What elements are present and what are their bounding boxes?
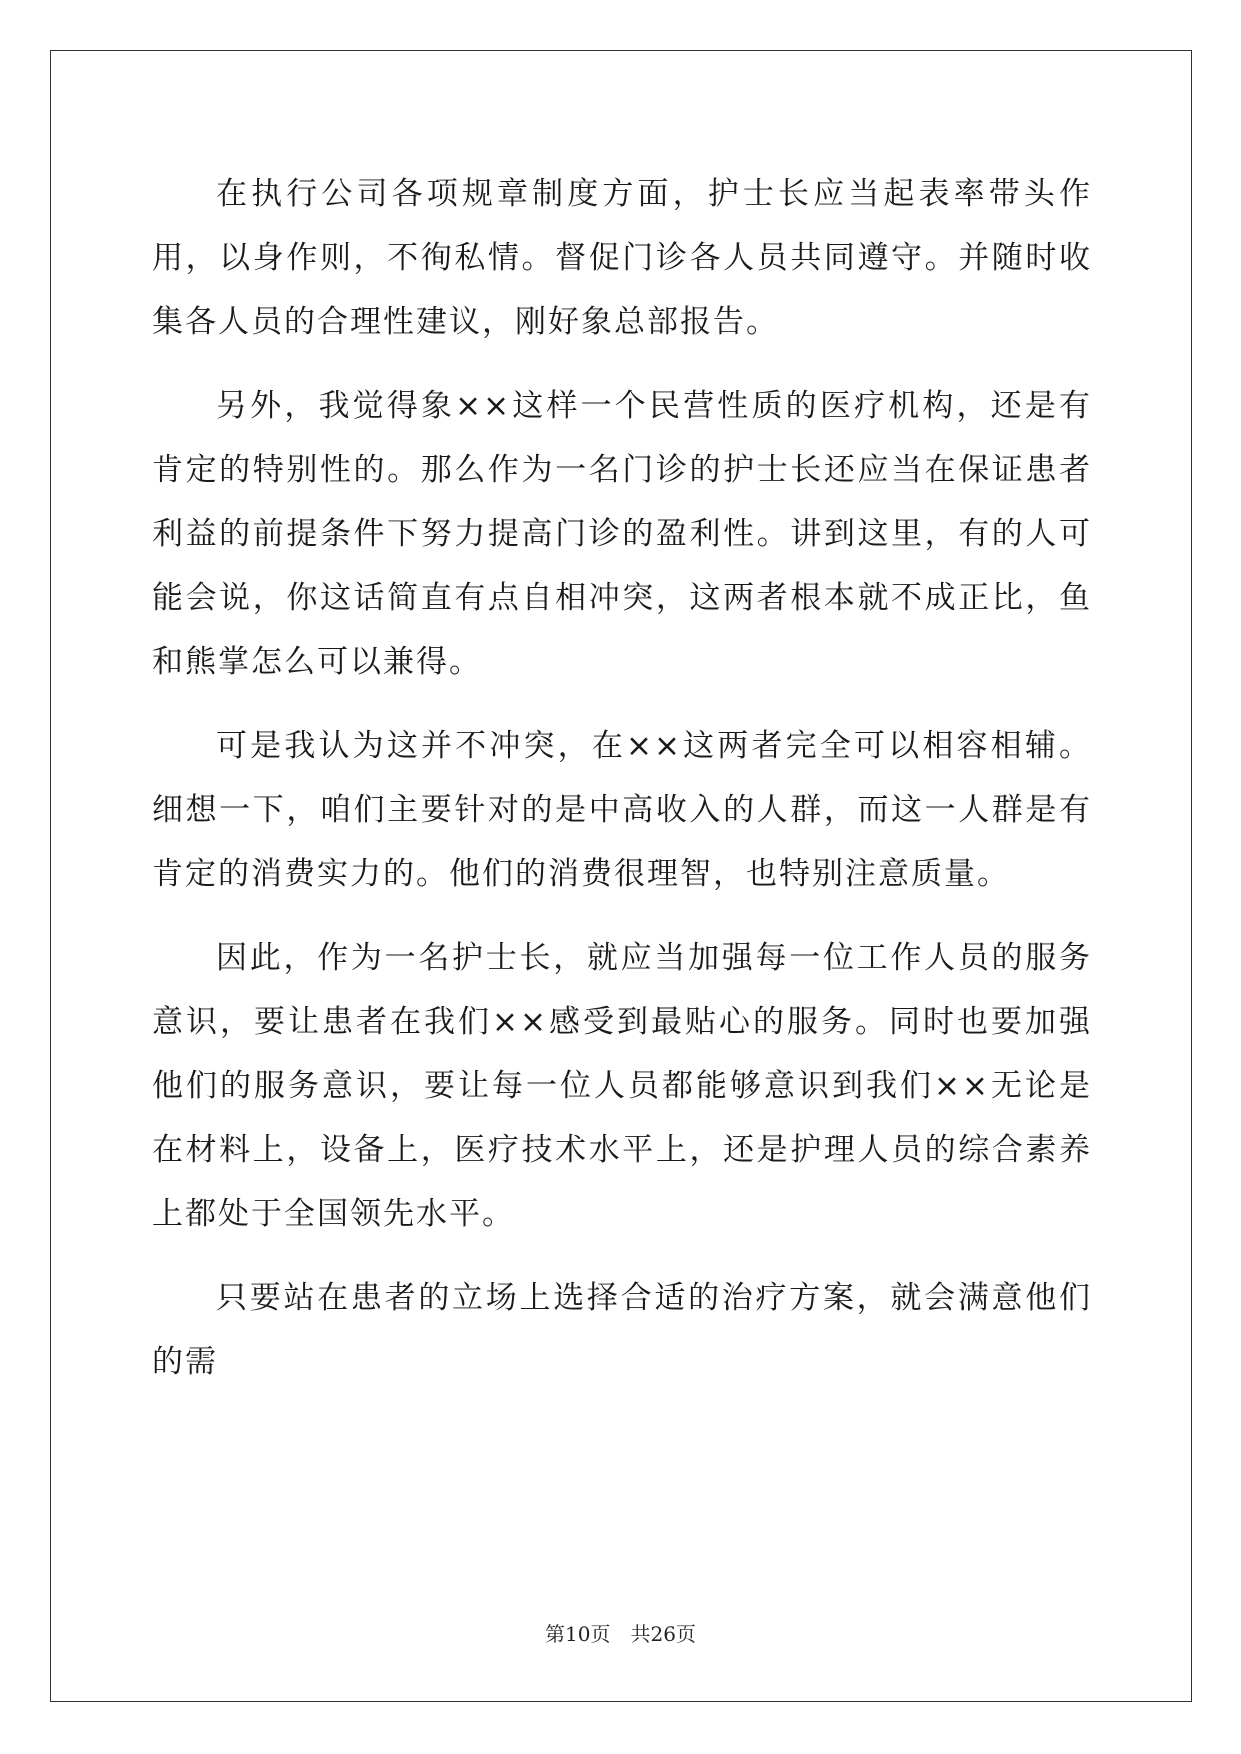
paragraph-1: 在执行公司各项规章制度方面，护士长应当起表率带头作用，以身作则，不徇私情。督促门诊各人员共同遵守。并随时收集各人员的合理性建议，刚好象总部报告。 [152, 176, 1092, 340]
paragraph-4: 因此，作为一名护士长，就应当加强每一位工作人员的服务意识，要让患者在我们××感受到最贴心的服务。同时也要加强他们的服务意识，要让每一位人员都能够意识到我们××无论是在材料上，设备上，医疗技术水平上，还是护理人员的综合素养上都处于全国领先水平。 [152, 940, 1092, 1232]
paragraph-2: 另外，我觉得象××这样一个民营性质的医疗机构，还是有肯定的特别性的。那么作为一名门诊的护士长还应当在保证患者利益的前提条件下努力提高门诊的盈利性。讲到这里，有的人可能会说，你这话简直有点自相冲突，这两者根本就不成正比，鱼和熊掌怎么可以兼得。 [152, 388, 1092, 680]
paragraph-3: 可是我认为这并不冲突，在××这两者完全可以相容相辅。细想一下，咱们主要针对的是中高收入的人群，而这一人群是有肯定的消费实力的。他们的消费很理智，也特别注意质量。 [152, 728, 1092, 892]
document-body [152, 162, 1092, 1414]
paragraph-5: 只要站在患者的立场上选择合适的治疗方案，就会满意他们的需 [152, 1280, 1092, 1380]
page-number-footer: 第10页 共26页 [545, 1622, 696, 1646]
